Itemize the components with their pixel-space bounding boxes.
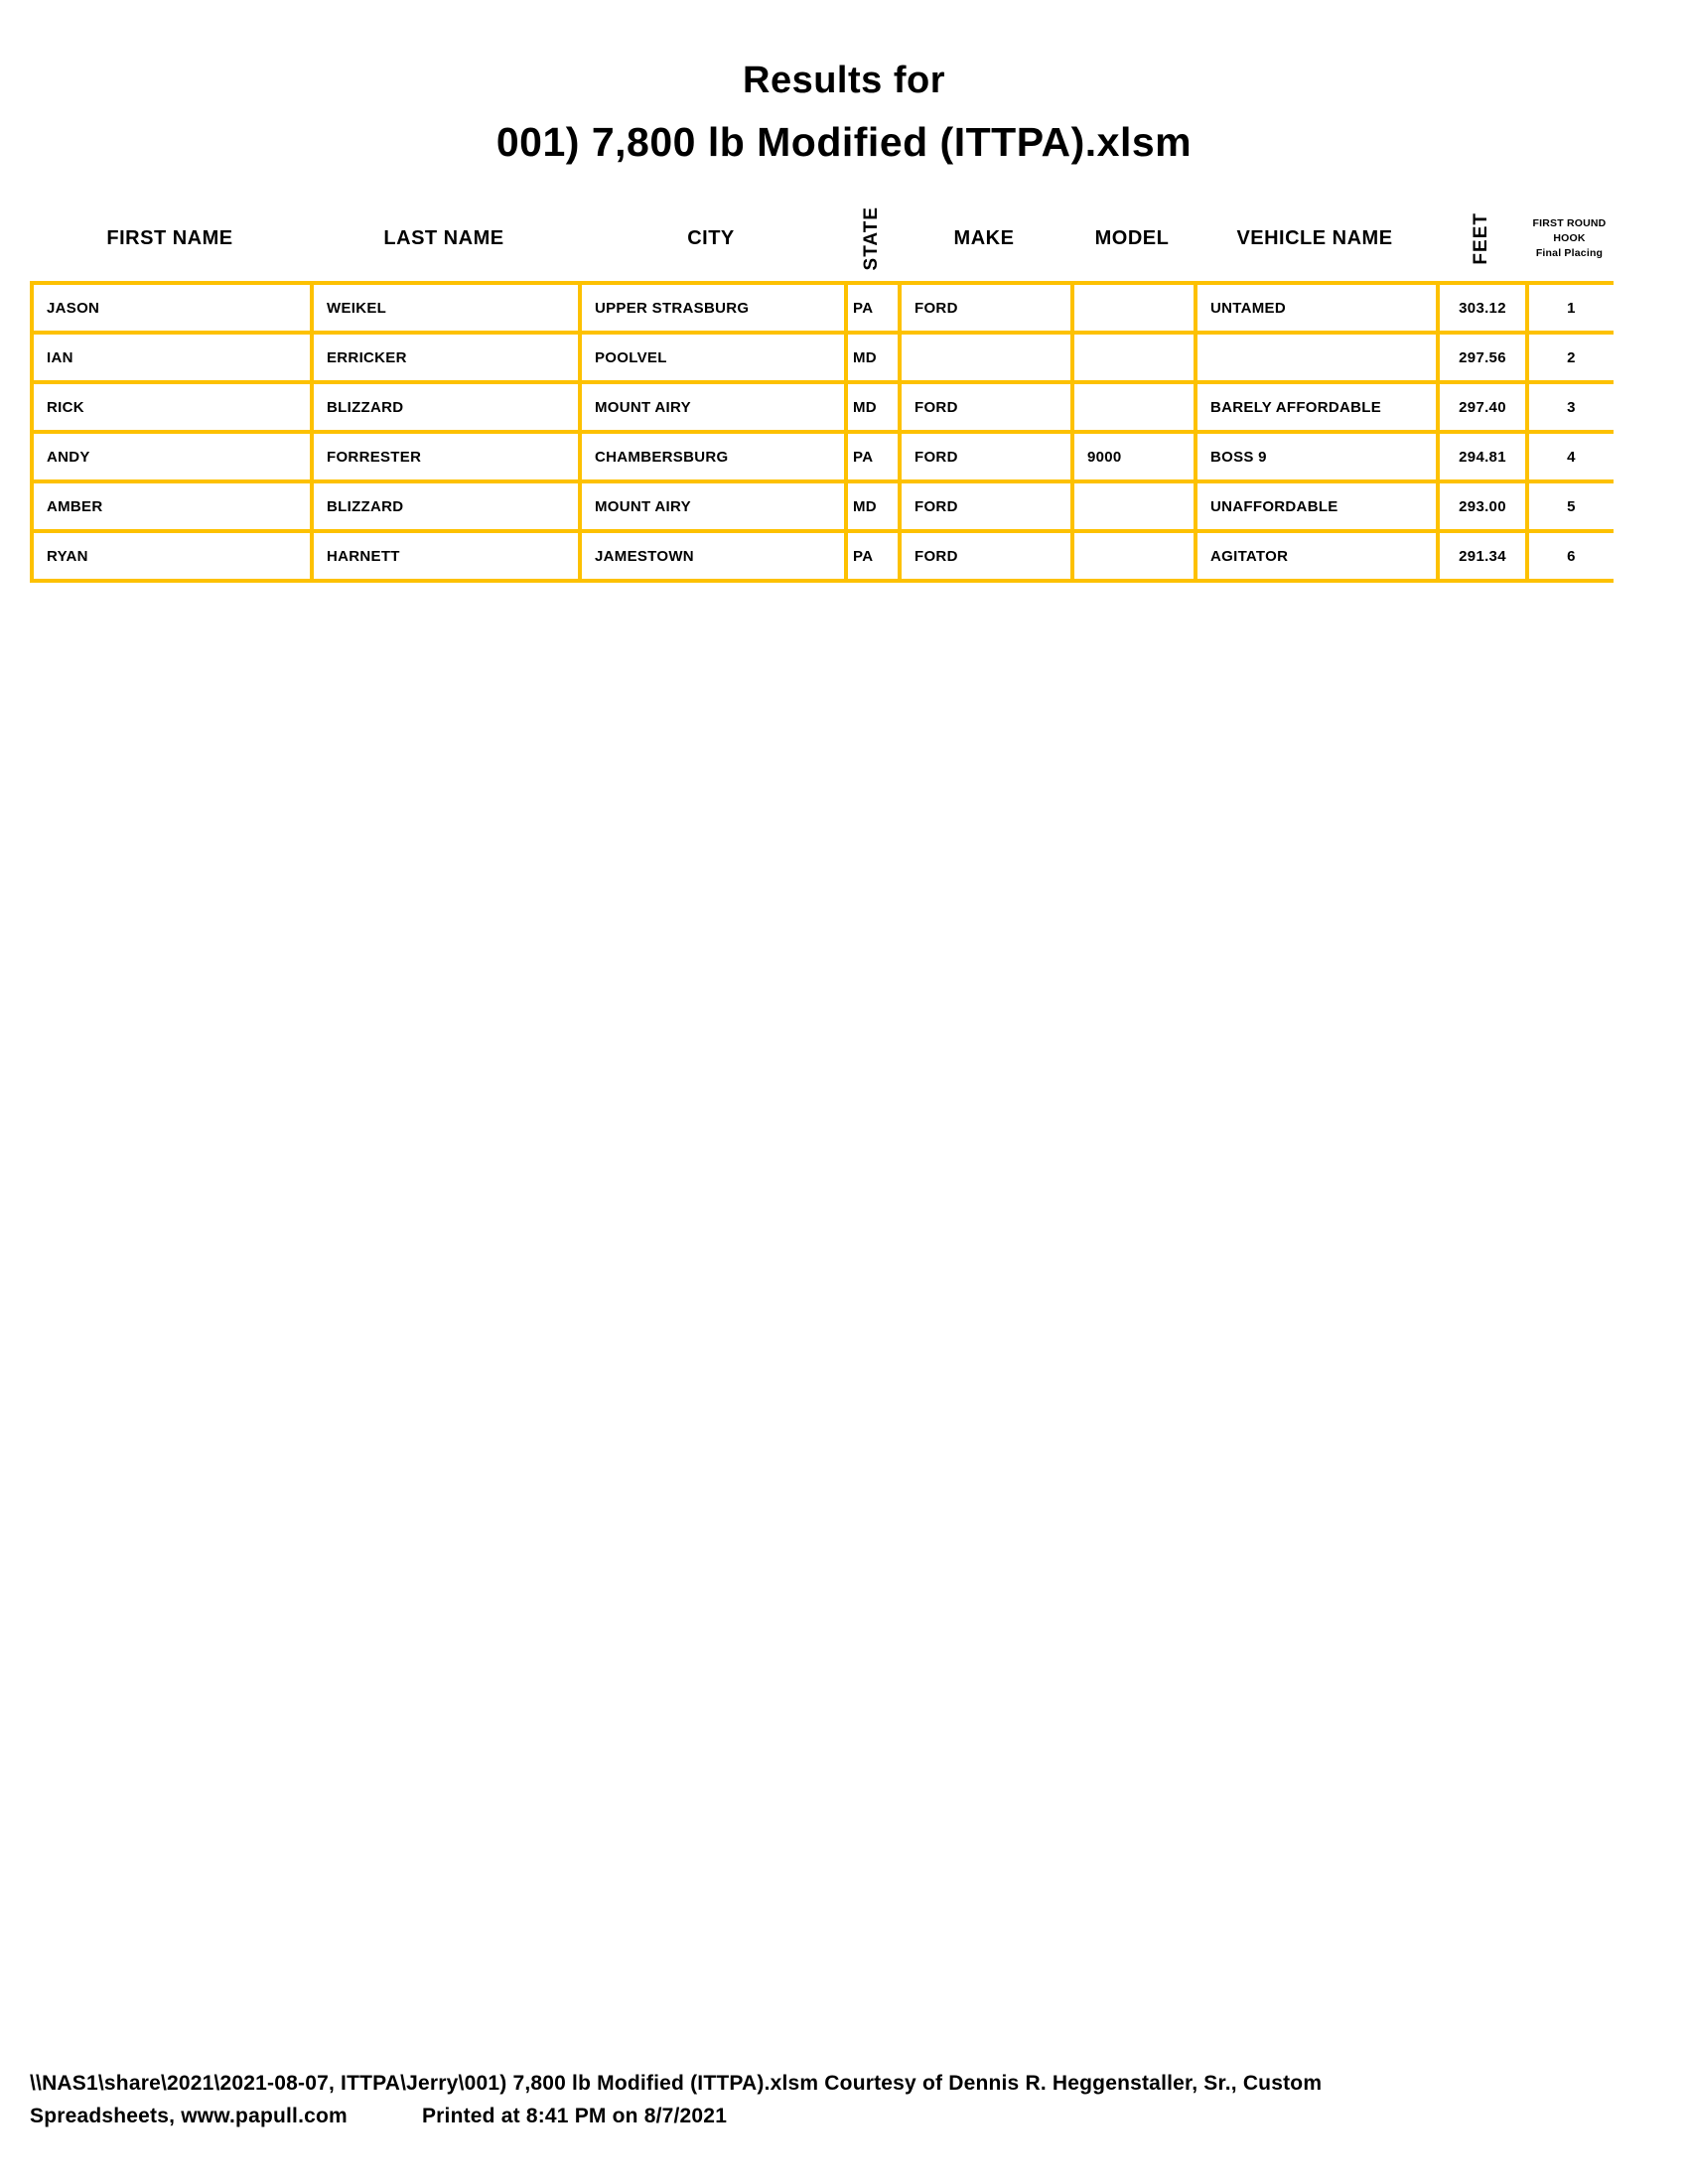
cell-state: MD — [844, 384, 898, 430]
cell-first-name: ANDY — [30, 434, 310, 479]
cell-feet: 297.56 — [1436, 335, 1525, 380]
cell-make — [898, 335, 1070, 380]
cell-last-name: WEIKEL — [310, 285, 578, 331]
header-first-name: FIRST NAME — [106, 227, 233, 249]
report-footer — [30, 2067, 1579, 2132]
header-feet — [1436, 197, 1525, 281]
table-body — [30, 281, 1614, 583]
cell-final-placing: 1 — [1525, 285, 1614, 331]
header-model: MODEL — [1094, 227, 1170, 249]
cell-state: MD — [844, 335, 898, 380]
table-row — [30, 434, 1614, 483]
cell-final-placing: 6 — [1525, 533, 1614, 579]
footer-second-line — [30, 2100, 1579, 2132]
cell-vehicle-name: UNTAMED — [1194, 285, 1436, 331]
cell-last-name: ERRICKER — [310, 335, 578, 380]
table-row — [30, 384, 1614, 434]
cell-final-placing: 3 — [1525, 384, 1614, 430]
header-hook-line2: HOOK — [1553, 232, 1586, 244]
header-state-label: STATE — [860, 206, 882, 271]
footer-printed-timestamp: Printed at 8:41 PM on 8/7/2021 — [421, 2105, 728, 2127]
table-row — [30, 285, 1614, 335]
footer-website: Spreadsheets, www.papull.com — [30, 2105, 348, 2127]
header-feet-label: FEET — [1470, 212, 1491, 265]
cell-first-name: RICK — [30, 384, 310, 430]
cell-vehicle-name: BARELY AFFORDABLE — [1194, 384, 1436, 430]
cell-vehicle-name — [1194, 335, 1436, 380]
header-city: CITY — [687, 227, 735, 249]
cell-model — [1070, 533, 1194, 579]
cell-feet: 297.40 — [1436, 384, 1525, 430]
cell-final-placing: 5 — [1525, 483, 1614, 529]
header-make: MAKE — [953, 227, 1015, 249]
cell-feet: 294.81 — [1436, 434, 1525, 479]
cell-city: JAMESTOWN — [578, 533, 844, 579]
header-first-round-hook — [1525, 197, 1614, 281]
cell-first-name: IAN — [30, 335, 310, 380]
cell-feet: 293.00 — [1436, 483, 1525, 529]
header-vehicle-name: VEHICLE NAME — [1236, 227, 1393, 249]
report-title: Results for — [743, 60, 945, 101]
cell-state: PA — [844, 434, 898, 479]
cell-vehicle-name: UNAFFORDABLE — [1194, 483, 1436, 529]
cell-state: MD — [844, 483, 898, 529]
cell-city: CHAMBERSBURG — [578, 434, 844, 479]
cell-model — [1070, 384, 1194, 430]
cell-last-name: FORRESTER — [310, 434, 578, 479]
table-row — [30, 483, 1614, 533]
cell-vehicle-name: AGITATOR — [1194, 533, 1436, 579]
cell-first-name: JASON — [30, 285, 310, 331]
report-title-block — [0, 58, 1688, 167]
header-state — [844, 197, 898, 281]
table-header-row — [30, 197, 1614, 281]
cell-vehicle-name: BOSS 9 — [1194, 434, 1436, 479]
cell-feet: 291.34 — [1436, 533, 1525, 579]
cell-first-name: RYAN — [30, 533, 310, 579]
cell-make: FORD — [898, 384, 1070, 430]
cell-city: POOLVEL — [578, 335, 844, 380]
cell-make: FORD — [898, 533, 1070, 579]
results-table — [30, 197, 1614, 583]
cell-last-name: BLIZZARD — [310, 384, 578, 430]
cell-model: 9000 — [1070, 434, 1194, 479]
cell-last-name: BLIZZARD — [310, 483, 578, 529]
table-row — [30, 335, 1614, 384]
cell-model — [1070, 335, 1194, 380]
cell-model — [1070, 483, 1194, 529]
header-last-name: LAST NAME — [383, 227, 504, 249]
cell-feet: 303.12 — [1436, 285, 1525, 331]
cell-model — [1070, 285, 1194, 331]
cell-city: UPPER STRASBURG — [578, 285, 844, 331]
cell-state: PA — [844, 533, 898, 579]
header-hook-line1: FIRST ROUND — [1532, 217, 1607, 229]
table-row — [30, 533, 1614, 579]
cell-final-placing: 2 — [1525, 335, 1614, 380]
cell-last-name: HARNETT — [310, 533, 578, 579]
cell-make: FORD — [898, 285, 1070, 331]
report-subtitle-filename: 001) 7,800 lb Modified (ITTPA).xlsm — [495, 119, 1193, 165]
cell-make: FORD — [898, 434, 1070, 479]
cell-city: MOUNT AIRY — [578, 483, 844, 529]
cell-state: PA — [844, 285, 898, 331]
cell-make: FORD — [898, 483, 1070, 529]
cell-final-placing: 4 — [1525, 434, 1614, 479]
footer-filepath-line: \\NAS1\share\2021\2021-08-07, ITTPA\Jerry\001) 7,800 lb Modified (ITTPA).xlsm Courtesy of Dennis R. Heggenstaller, Sr., Custom — [30, 2072, 1323, 2095]
cell-first-name: AMBER — [30, 483, 310, 529]
cell-city: MOUNT AIRY — [578, 384, 844, 430]
header-hook-line3: Final Placing — [1535, 247, 1604, 259]
